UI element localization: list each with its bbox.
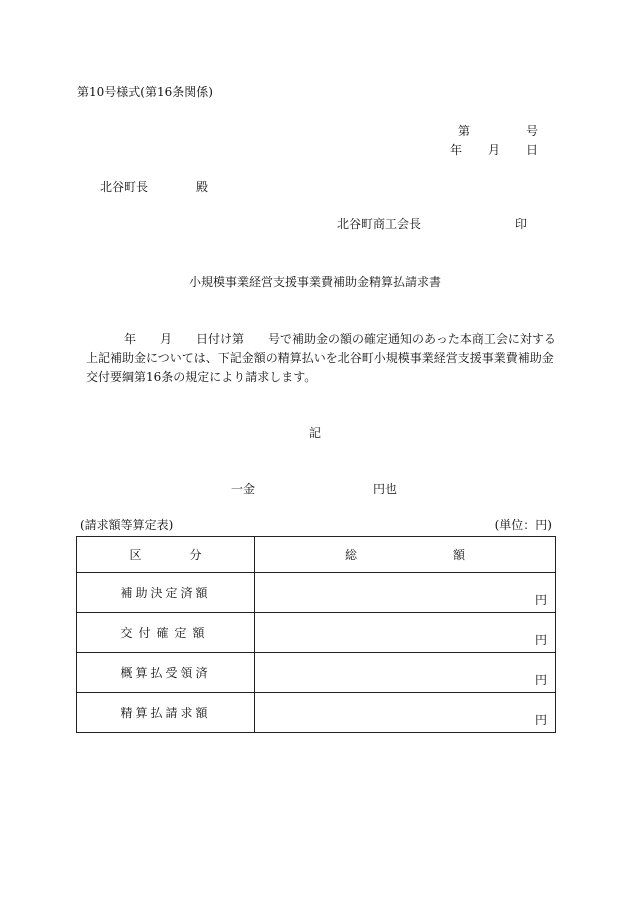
ki-heading: 記	[308, 426, 321, 440]
amount-suffix: 円也	[373, 482, 398, 496]
calculation-table	[76, 536, 556, 733]
table-row	[77, 613, 556, 653]
addressee	[100, 181, 208, 193]
body-line-2: 上記補助金については、下記金額の精算払いを北谷町小規模事業経営支援事業費補助金	[86, 351, 554, 365]
table-header-row	[77, 537, 556, 573]
document-number-prefix: 第	[457, 124, 470, 138]
addressee-name: 北谷町長	[100, 180, 149, 194]
row-amount: 円	[255, 653, 556, 693]
document-number-suffix: 号	[525, 124, 538, 138]
row-amount: 円	[255, 693, 556, 733]
header-category: 区 分	[77, 537, 255, 573]
header-amount: 総 額	[255, 537, 556, 573]
body-text	[86, 330, 566, 387]
table-row	[77, 573, 556, 613]
body-line-3: 交付要綱第16条の規定により請求します。	[86, 370, 317, 384]
row-label: 概算払受領済	[77, 653, 255, 693]
date-year: 年	[449, 143, 462, 157]
sender	[337, 218, 527, 230]
addressee-honorific: 殿	[196, 180, 209, 194]
sender-name: 北谷町商工会長	[337, 217, 422, 231]
row-label: 補助決定済額	[77, 573, 255, 613]
form-number: 第10号様式(第16条関係)	[77, 85, 213, 99]
date-month: 月	[487, 143, 500, 157]
table-caption: (請求額等算定表)	[80, 518, 174, 532]
document-title: 小規模事業経営支援事業費補助金精算払請求書	[188, 275, 441, 289]
table-row	[77, 693, 556, 733]
amount-prefix: 一金	[231, 482, 256, 496]
row-label: 精算払請求額	[77, 693, 255, 733]
document-number	[458, 125, 538, 137]
seal-mark: 印	[515, 217, 528, 231]
document-date	[450, 144, 538, 156]
body-line-1: 年 月 日付け第 号で補助金の額の確定通知のあった本商工会に対する	[124, 332, 556, 346]
table-row	[77, 653, 556, 693]
unit-label: (単位：円)	[494, 518, 552, 532]
date-day: 日	[525, 143, 538, 157]
row-amount: 円	[255, 573, 556, 613]
row-label: 交付確定額	[77, 613, 255, 653]
amount-line	[231, 483, 397, 495]
row-amount: 円	[255, 613, 556, 653]
